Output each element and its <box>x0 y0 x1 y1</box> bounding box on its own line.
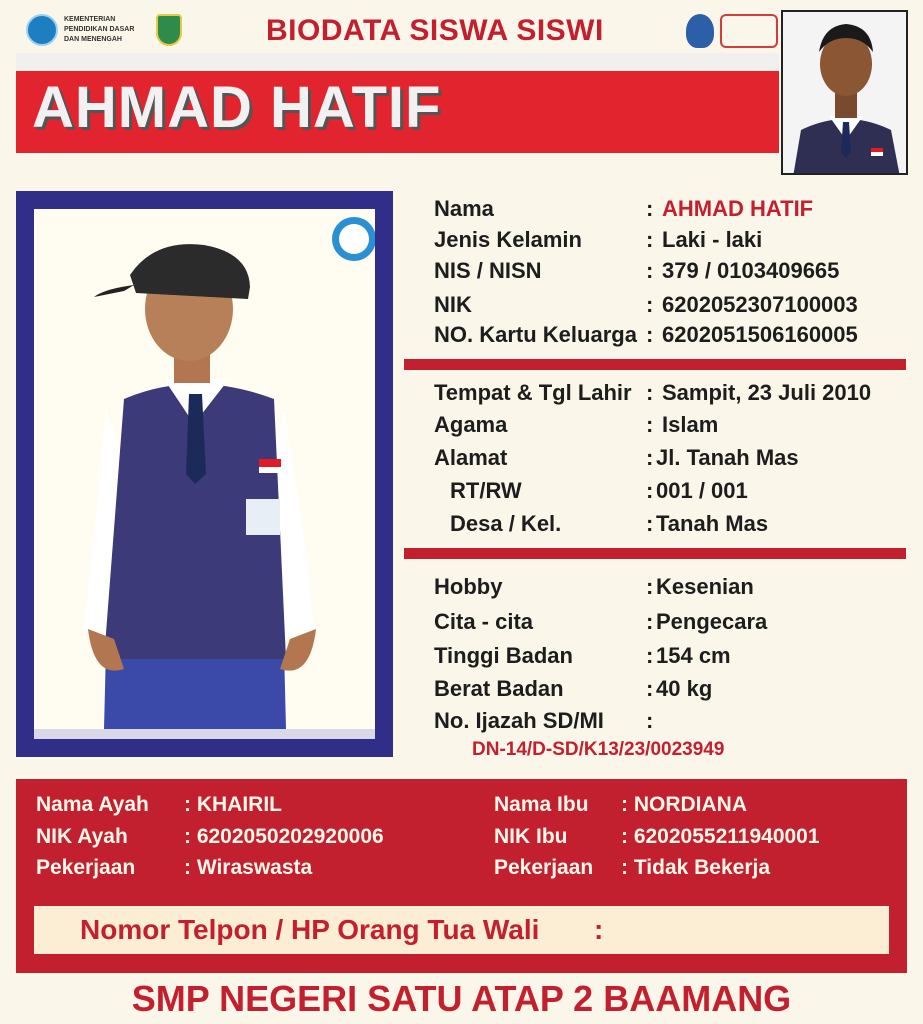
label-kartu-keluarga: NO. Kartu Keluarga <box>434 322 637 347</box>
value-hobby: Kesenian <box>656 574 754 599</box>
value-rt-rw: 001 / 001 <box>656 478 748 503</box>
colon: : <box>646 676 654 701</box>
label-berat-badan: Berat Badan <box>434 676 564 701</box>
colon: : <box>646 478 654 503</box>
value-alamat: Jl. Tanah Mas <box>656 445 799 470</box>
label-jenis-kelamin: Jenis Kelamin <box>434 227 582 252</box>
school-logo-icon <box>686 14 714 48</box>
parent-phone-box <box>34 906 889 954</box>
value-desa-kel: Tanah Mas <box>656 511 769 536</box>
colon: : <box>646 196 654 221</box>
colon: : <box>646 292 654 317</box>
section-divider <box>404 548 906 559</box>
student-photo <box>34 209 375 739</box>
mother-name-label: Nama Ibu <box>494 793 589 816</box>
label-nama: Nama <box>434 196 494 221</box>
student-photo-frame <box>16 191 393 757</box>
regency-emblem-icon <box>156 14 182 46</box>
value-nik: 6202052307100003 <box>662 292 858 317</box>
mother-job-value: : Tidak Bekerja <box>621 856 771 879</box>
label-hobby: Hobby <box>434 574 503 599</box>
label-tempat-tgl-lahir: Tempat & Tgl Lahir <box>434 380 632 405</box>
value-berat-badan: 40 kg <box>656 676 713 701</box>
colon: : <box>646 380 654 405</box>
colon: : <box>646 445 654 470</box>
father-job-label: Pekerjaan <box>36 856 136 879</box>
label-agama: Agama <box>434 412 508 437</box>
mother-nik-value: : 6202055211940001 <box>621 825 820 848</box>
parent-phone-colon: : <box>594 914 604 945</box>
colon: : <box>646 643 654 668</box>
page-title: BIODATA SISWA SISWI <box>266 14 604 47</box>
value-kartu-keluarga: 6202051506160005 <box>662 322 858 347</box>
father-nik-value: : 6202050202920006 <box>184 825 384 848</box>
section-divider <box>404 359 906 370</box>
mother-nik-label: NIK Ibu <box>494 825 568 848</box>
label-alamat: Alamat <box>434 445 508 470</box>
colon: : <box>646 322 654 347</box>
parent-phone-label: Nomor Telpon / HP Orang Tua Wali <box>80 914 540 945</box>
value-cita-cita: Pengecara <box>656 609 768 634</box>
label-tinggi-badan: Tinggi Badan <box>434 643 573 668</box>
colon: : <box>646 708 654 733</box>
label-ijazah: No. Ijazah SD/MI <box>434 708 604 733</box>
ministry-logo-group <box>26 14 182 46</box>
label-desa-kel: Desa / Kel. <box>450 511 562 536</box>
value-tempat-tgl-lahir: Sampit, 23 Juli 2010 <box>662 380 872 405</box>
ministry-name: KEMENTERIAN PENDIDIKAN DASAR DAN MENENGAH <box>64 16 135 43</box>
value-agama: Islam <box>662 412 719 437</box>
father-nik-label: NIK Ayah <box>36 825 128 848</box>
program-logo-icon <box>720 14 778 48</box>
value-nama: AHMAD HATIF <box>662 196 814 221</box>
ijazah-number: DN-14/D-SD/K13/23/0023949 <box>472 739 725 760</box>
right-logo-group <box>686 14 778 48</box>
label-nik: NIK <box>434 292 472 317</box>
colon: : <box>646 511 654 536</box>
father-name-label: Nama Ayah <box>36 793 149 816</box>
colon: : <box>646 227 654 252</box>
colon: : <box>646 574 654 599</box>
student-name-heading: AHMAD HATIF <box>32 75 442 140</box>
label-rt-rw: RT/RW <box>450 478 522 503</box>
mother-job-label: Pekerjaan <box>494 856 594 879</box>
value-jenis-kelamin: Laki - laki <box>662 227 763 252</box>
label-nis-nisn: NIS / NISN <box>434 258 542 283</box>
school-name-footer: SMP NEGERI SATU ATAP 2 BAAMANG <box>131 978 792 1019</box>
colon: : <box>646 258 654 283</box>
label-cita-cita: Cita - cita <box>434 609 534 634</box>
father-job-value: : Wiraswasta <box>184 856 313 879</box>
value-tinggi-badan: 154 cm <box>656 643 731 668</box>
student-passport-photo <box>781 10 908 175</box>
mother-name-value: : NORDIANA <box>621 793 747 816</box>
tut-wuri-handayani-logo-icon <box>26 14 58 46</box>
colon: : <box>646 609 654 634</box>
father-name-value: : KHAIRIL <box>184 793 282 816</box>
value-nis-nisn: 379 / 0103409665 <box>662 258 840 283</box>
colon: : <box>646 412 654 437</box>
